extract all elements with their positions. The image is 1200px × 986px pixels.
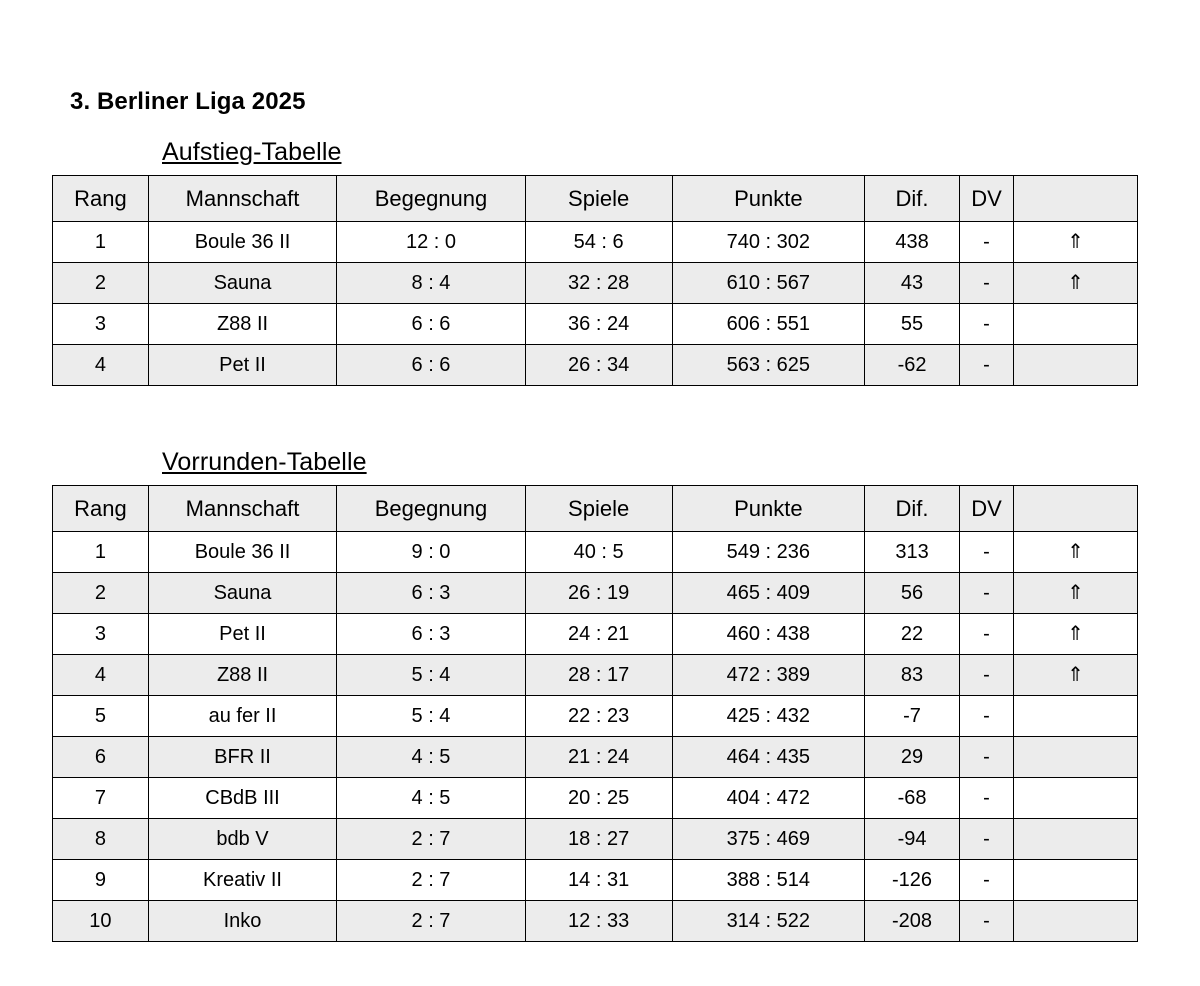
cell-begegnung: 2 : 7 [337, 860, 525, 901]
column-header-dif: Dif. [865, 176, 960, 222]
cell-dv: - [959, 696, 1013, 737]
promotion-arrow-icon: ⇑ [1014, 263, 1138, 304]
cell-punkte: 388 : 514 [672, 860, 865, 901]
cell-mannschaft: BFR II [148, 737, 336, 778]
cell-dif: -7 [865, 696, 960, 737]
promotion-arrow-icon [1014, 345, 1138, 386]
table-row [53, 778, 1138, 819]
cell-spiele: 54 : 6 [525, 222, 672, 263]
cell-dif: 313 [865, 532, 960, 573]
cell-punkte: 549 : 236 [672, 532, 865, 573]
cell-begegnung: 9 : 0 [337, 532, 525, 573]
cell-mannschaft: Pet II [148, 614, 336, 655]
section-spacer [52, 386, 1200, 426]
cell-dif: 55 [865, 304, 960, 345]
column-header-spiele: Spiele [525, 486, 672, 532]
cell-rang: 6 [53, 737, 149, 778]
cell-dif: 438 [865, 222, 960, 263]
promotion-arrow-icon [1014, 901, 1138, 942]
cell-punkte: 472 : 389 [672, 655, 865, 696]
cell-mannschaft: au fer II [148, 696, 336, 737]
cell-spiele: 24 : 21 [525, 614, 672, 655]
cell-rang: 3 [53, 304, 149, 345]
cell-begegnung: 2 : 7 [337, 901, 525, 942]
cell-rang: 8 [53, 819, 149, 860]
column-header-rang: Rang [53, 176, 149, 222]
cell-spiele: 18 : 27 [525, 819, 672, 860]
cell-begegnung: 5 : 4 [337, 655, 525, 696]
cell-spiele: 28 : 17 [525, 655, 672, 696]
cell-dv: - [959, 573, 1013, 614]
cell-dif: -94 [865, 819, 960, 860]
column-header-dv: DV [959, 176, 1013, 222]
cell-mannschaft: Sauna [148, 263, 336, 304]
cell-dif: -126 [865, 860, 960, 901]
cell-punkte: 375 : 469 [672, 819, 865, 860]
cell-rang: 2 [53, 263, 149, 304]
cell-begegnung: 12 : 0 [337, 222, 525, 263]
cell-begegnung: 6 : 6 [337, 304, 525, 345]
cell-begegnung: 4 : 5 [337, 778, 525, 819]
cell-begegnung: 2 : 7 [337, 819, 525, 860]
table-row [53, 860, 1138, 901]
cell-spiele: 26 : 19 [525, 573, 672, 614]
cell-dv: - [959, 901, 1013, 942]
cell-rang: 9 [53, 860, 149, 901]
section-heading-vorrunden: Vorrunden-Tabelle [162, 448, 367, 476]
cell-mannschaft: Pet II [148, 345, 336, 386]
table-row [53, 263, 1138, 304]
cell-spiele: 21 : 24 [525, 737, 672, 778]
column-header-status [1014, 176, 1138, 222]
column-header-begegnung: Begegnung [337, 176, 525, 222]
table-row [53, 901, 1138, 942]
promotion-arrow-icon [1014, 819, 1138, 860]
cell-dif: -62 [865, 345, 960, 386]
section-aufstieg-tabelle [52, 138, 1200, 386]
cell-dv: - [959, 532, 1013, 573]
column-header-punkte: Punkte [672, 176, 865, 222]
column-header-mannschaft: Mannschaft [148, 176, 336, 222]
cell-punkte: 563 : 625 [672, 345, 865, 386]
cell-punkte: 610 : 567 [672, 263, 865, 304]
column-header-dv: DV [959, 486, 1013, 532]
cell-begegnung: 6 : 3 [337, 573, 525, 614]
cell-rang: 7 [53, 778, 149, 819]
table-row [53, 573, 1138, 614]
cell-mannschaft: Boule 36 II [148, 222, 336, 263]
column-header-rang: Rang [53, 486, 149, 532]
cell-dv: - [959, 860, 1013, 901]
cell-dv: - [959, 737, 1013, 778]
cell-spiele: 20 : 25 [525, 778, 672, 819]
cell-mannschaft: Z88 II [148, 304, 336, 345]
cell-mannschaft: Sauna [148, 573, 336, 614]
promotion-arrow-icon: ⇑ [1014, 222, 1138, 263]
cell-rang: 2 [53, 573, 149, 614]
cell-punkte: 464 : 435 [672, 737, 865, 778]
cell-begegnung: 5 : 4 [337, 696, 525, 737]
section-vorrunden-tabelle [52, 448, 1200, 942]
table-header-row [53, 486, 1138, 532]
cell-spiele: 22 : 23 [525, 696, 672, 737]
cell-dv: - [959, 819, 1013, 860]
table-row [53, 532, 1138, 573]
cell-rang: 5 [53, 696, 149, 737]
promotion-arrow-icon [1014, 778, 1138, 819]
cell-dif: 22 [865, 614, 960, 655]
cell-dv: - [959, 778, 1013, 819]
promotion-arrow-icon [1014, 304, 1138, 345]
cell-rang: 3 [53, 614, 149, 655]
table-row [53, 819, 1138, 860]
table-row [53, 696, 1138, 737]
cell-rang: 1 [53, 222, 149, 263]
table-row [53, 737, 1138, 778]
cell-spiele: 32 : 28 [525, 263, 672, 304]
cell-mannschaft: Z88 II [148, 655, 336, 696]
promotion-arrow-icon: ⇑ [1014, 573, 1138, 614]
cell-rang: 4 [53, 345, 149, 386]
column-header-begegnung: Begegnung [337, 486, 525, 532]
cell-mannschaft: Kreativ II [148, 860, 336, 901]
cell-punkte: 425 : 432 [672, 696, 865, 737]
cell-dif: 83 [865, 655, 960, 696]
cell-dif: -208 [865, 901, 960, 942]
cell-spiele: 40 : 5 [525, 532, 672, 573]
cell-mannschaft: CBdB III [148, 778, 336, 819]
column-header-spiele: Spiele [525, 176, 672, 222]
aufstieg-table [52, 175, 1138, 386]
cell-rang: 1 [53, 532, 149, 573]
promotion-arrow-icon [1014, 860, 1138, 901]
cell-dif: 56 [865, 573, 960, 614]
cell-mannschaft: bdb V [148, 819, 336, 860]
cell-begegnung: 6 : 6 [337, 345, 525, 386]
cell-begegnung: 8 : 4 [337, 263, 525, 304]
cell-spiele: 14 : 31 [525, 860, 672, 901]
cell-mannschaft: Boule 36 II [148, 532, 336, 573]
page-title: 3. Berliner Liga 2025 [70, 88, 306, 115]
table-row [53, 655, 1138, 696]
cell-spiele: 12 : 33 [525, 901, 672, 942]
table-row [53, 304, 1138, 345]
cell-begegnung: 6 : 3 [337, 614, 525, 655]
cell-punkte: 606 : 551 [672, 304, 865, 345]
promotion-arrow-icon: ⇑ [1014, 655, 1138, 696]
cell-punkte: 314 : 522 [672, 901, 865, 942]
cell-rang: 4 [53, 655, 149, 696]
vorrunden-table [52, 485, 1138, 942]
column-header-punkte: Punkte [672, 486, 865, 532]
column-header-status [1014, 486, 1138, 532]
column-header-mannschaft: Mannschaft [148, 486, 336, 532]
cell-punkte: 460 : 438 [672, 614, 865, 655]
cell-mannschaft: Inko [148, 901, 336, 942]
section-heading-aufstieg: Aufstieg-Tabelle [162, 138, 342, 166]
cell-rang: 10 [53, 901, 149, 942]
table-row [53, 614, 1138, 655]
cell-punkte: 465 : 409 [672, 573, 865, 614]
cell-dif: 29 [865, 737, 960, 778]
cell-punkte: 404 : 472 [672, 778, 865, 819]
cell-dv: - [959, 304, 1013, 345]
cell-dv: - [959, 614, 1013, 655]
promotion-arrow-icon: ⇑ [1014, 532, 1138, 573]
cell-dif: 43 [865, 263, 960, 304]
cell-dv: - [959, 655, 1013, 696]
cell-spiele: 26 : 34 [525, 345, 672, 386]
cell-dif: -68 [865, 778, 960, 819]
cell-dv: - [959, 222, 1013, 263]
cell-dv: - [959, 345, 1013, 386]
column-header-dif: Dif. [865, 486, 960, 532]
cell-spiele: 36 : 24 [525, 304, 672, 345]
table-header-row [53, 176, 1138, 222]
cell-dv: - [959, 263, 1013, 304]
table-row [53, 345, 1138, 386]
cell-begegnung: 4 : 5 [337, 737, 525, 778]
promotion-arrow-icon: ⇑ [1014, 614, 1138, 655]
cell-punkte: 740 : 302 [672, 222, 865, 263]
promotion-arrow-icon [1014, 696, 1138, 737]
table-row [53, 222, 1138, 263]
promotion-arrow-icon [1014, 737, 1138, 778]
